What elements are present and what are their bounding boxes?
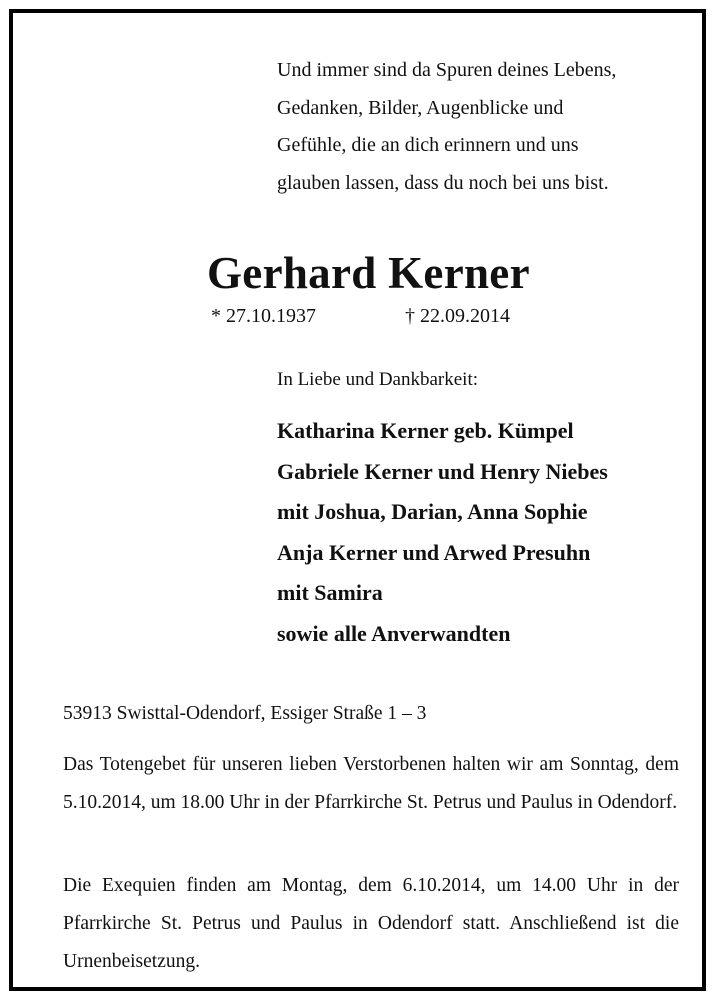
mourner-line: mit Joshua, Darian, Anna Sophie [277,499,588,524]
motto-line: Und immer sind da Spuren deines Lebens, [277,59,617,81]
funeral-notice: Die Exequien finden am Montag, dem 6.10.2014, um 14.00 Uhr in der Pfarrkirche St. Petrus und Paulus in Odendorf statt. Anschließend ist die Urnenbeisetzung. [63,875,679,972]
mourner-line: Katharina Kerner geb. Kümpel [277,418,574,443]
mourner-line: sowie alle Anverwandten [277,620,511,646]
birth-date: * 27.10.1937 [211,305,316,327]
family-address: 53913 Swisttal-Odendorf, Essiger Straße 1 – 3 [63,703,427,724]
mourners-list [277,411,608,654]
death-date: † 22.09.2014 [405,305,510,327]
prayer-notice: Das Totengebet für unseren lieben Verstorbenen halten wir am Sonntag, dem 5.10.2014, um 18.00 Uhr in der Pfarrkirche St. Petrus und Paulus in Odendorf. [63,754,679,813]
motto-line: Gedanken, Bilder, Augenblicke und [277,96,564,119]
thanks-line: In Liebe und Dankbarkeit: [277,369,479,390]
deceased-name: Gerhard Kerner [207,248,530,298]
motto-line: glauben lassen, dass du noch bei uns bist. [277,171,609,194]
mourner-line: Anja Kerner und Arwed Presuhn [277,539,591,565]
obituary-frame [9,9,706,991]
motto-verse [277,52,697,202]
motto-line: Gefühle, die an dich erinnern und uns [277,134,579,156]
mourner-line: Gabriele Kerner und Henry Niebes [277,458,608,484]
mourner-line: mit Samira [277,580,383,605]
